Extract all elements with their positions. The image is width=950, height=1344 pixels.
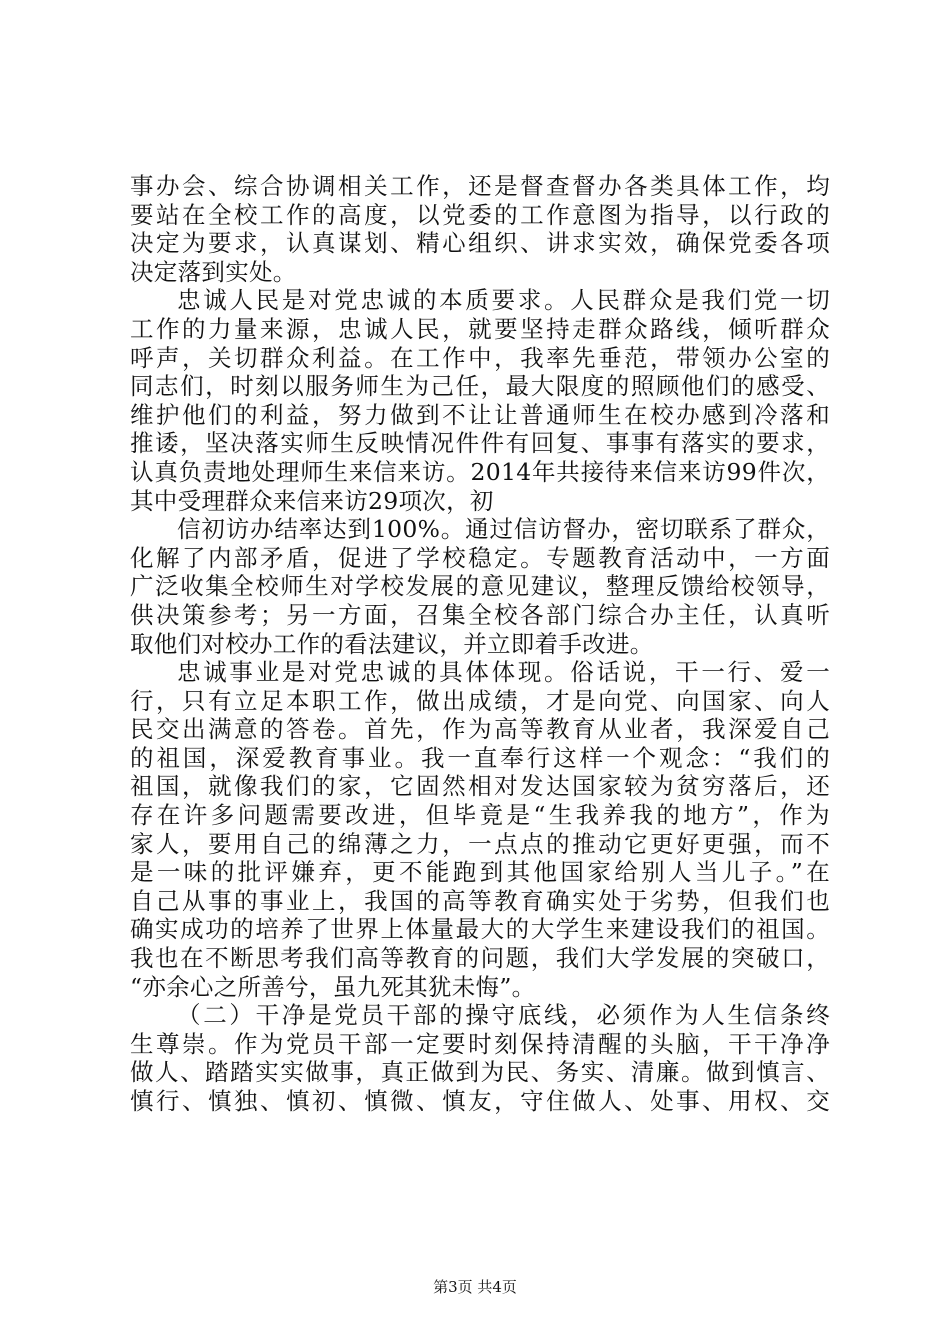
page-footer: 第3页 共4页 — [433, 1278, 517, 1296]
text-line: 化解了内部矛盾，促进了学校稳定。专题教育活动中，一方面 — [130, 543, 830, 572]
text-line: 忠诚人民是对党忠诚的本质要求。人民群众是我们党一切 — [177, 286, 830, 315]
text-line: 维护他们的利益，努力做到不让让普通师生在校办感到冷落和 — [130, 400, 830, 429]
text-line: 要站在全校工作的高度，以党委的工作意图为指导，以行政的 — [130, 200, 830, 229]
text-line: 是一味的批评嫌弃，更不能跑到其他国家给别人当儿子。”在 — [130, 858, 830, 887]
text-line: 决定为要求，认真谋划、精心组织、讲求实效，确保党委各项 — [130, 229, 830, 258]
text-line: 民交出满意的答卷。首先，作为高等教育从业者，我深爱自己 — [130, 715, 830, 744]
text-line: 取他们对校办工作的看法建议，并立即着手改进。 — [130, 629, 654, 658]
text-line: 呼声，关切群众利益。在工作中，我率先垂范，带领办公室的 — [130, 343, 830, 372]
text-line: （二）干净是党员干部的操守底线，必须作为人生信条终 — [177, 1001, 830, 1030]
text-line: 忠诚事业是对党忠诚的具体体现。俗话说，干一行、爱一 — [177, 658, 830, 687]
text-line: 的祖国，深爱教育事业。我一直奉行这样一个观念：“我们的 — [130, 743, 830, 772]
text-line: 生尊崇。作为党员干部一定要时刻保持清醒的头脑，干干净净 — [130, 1029, 830, 1058]
text-line: 存在许多问题需要改进，但毕竟是“生我养我的地方”，作为 — [130, 801, 830, 830]
text-line: 信初访办结率达到100%。通过信访督办，密切联系了群众， — [177, 515, 830, 544]
text-line: 其中受理群众来信来访29项次，初 — [130, 486, 494, 515]
text-line: 推诿，坚决落实师生反映情况件件有回复、事事有落实的要求， — [130, 429, 830, 458]
text-line: 我也在不断思考我们高等教育的问题，我们大学发展的突破口， — [130, 944, 830, 973]
text-line: 同志们，时刻以服务师生为己任，最大限度的照顾他们的感受、 — [130, 372, 830, 401]
text-line: 自己从事的事业上，我国的高等教育确实处于劣势，但我们也 — [130, 886, 830, 915]
text-line: 广泛收集全校师生对学校发展的意见建议，整理反馈给校领导， — [130, 572, 830, 601]
text-line: 决定落到实处。 — [130, 257, 297, 286]
text-line: 行，只有立足本职工作，做出成绩，才是向党、向国家、向人 — [130, 686, 830, 715]
text-line: 家人，要用自己的绵薄之力，一点点的推动它更好更强，而不 — [130, 829, 830, 858]
text-line: 工作的力量来源，忠诚人民，就要坚持走群众路线，倾听群众 — [130, 314, 830, 343]
text-line: “亦余心之所善兮，虽九死其犹未悔”。 — [130, 972, 536, 1001]
text-line: 确实成功的培养了世界上体量最大的大学生来建设我们的祖国。 — [130, 915, 830, 944]
text-line: 做人、踏踏实实做事，真正做到为民、务实、清廉。做到慎言、 — [130, 1058, 830, 1087]
text-line: 认真负责地处理师生来信来访。2014年共接待来信来访99件次， — [130, 457, 830, 486]
text-line: 事办会、综合协调相关工作，还是督查督办各类具体工作，均 — [130, 172, 830, 200]
document-body — [130, 172, 830, 1116]
text-line: 慎行、慎独、慎初、慎微、慎友，守住做人、处事、用权、交 — [130, 1087, 830, 1115]
text-line: 供决策参考；另一方面，召集全校各部门综合办主任，认真听 — [130, 600, 830, 629]
text-line: 祖国，就像我们的家，它固然相对发达国家较为贫穷落后，还 — [130, 772, 830, 801]
